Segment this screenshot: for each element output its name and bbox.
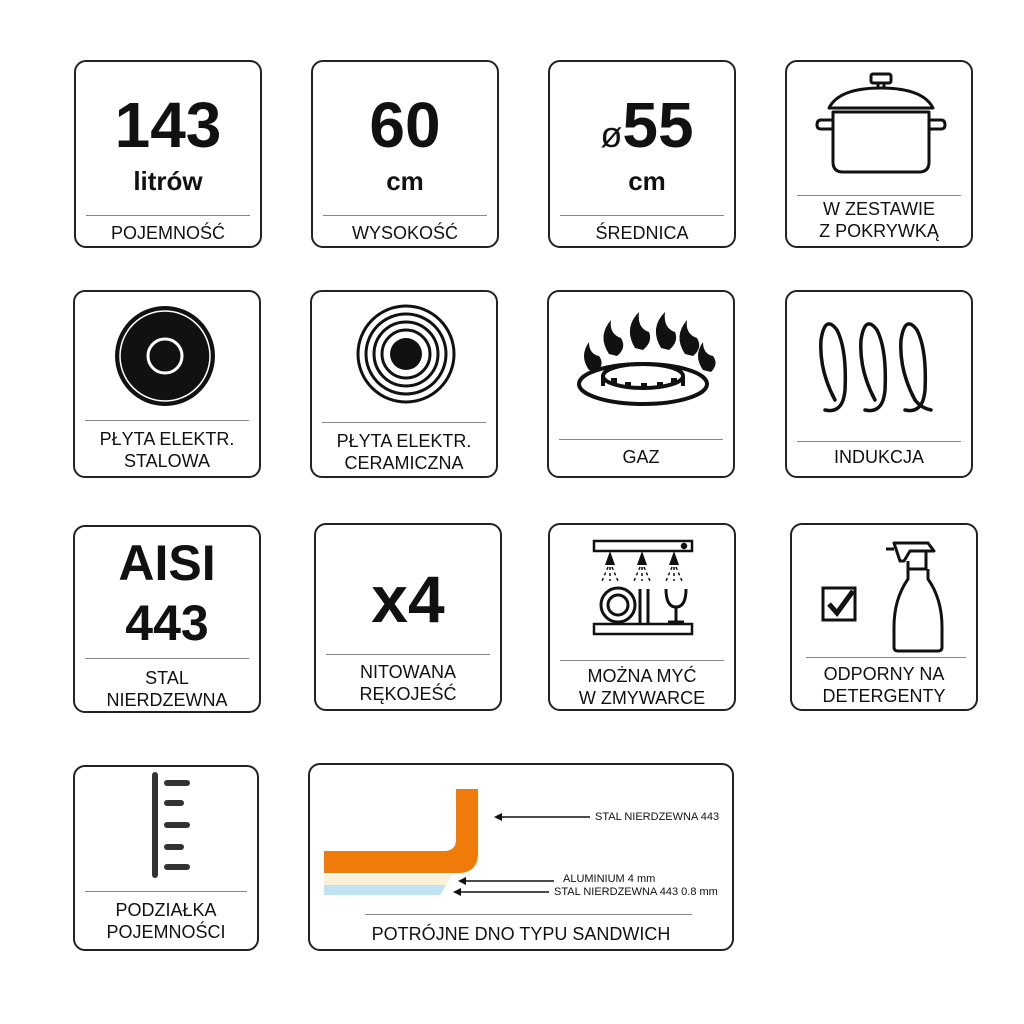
arrow-top-icon xyxy=(494,812,594,822)
aisi-line2: 443 xyxy=(125,595,209,651)
height-card xyxy=(311,60,499,248)
measuring-scale-icon xyxy=(75,767,261,887)
lid-card xyxy=(785,60,973,248)
diameter-number: 55 xyxy=(622,89,694,161)
detergent-label: ODPORNY NA DETERGENTY xyxy=(822,664,946,706)
ceramic-hotplate-icon xyxy=(312,292,500,417)
sandwich-card xyxy=(308,763,734,951)
sandwich-label: POTRÓJNE DNO TYPU SANDWICH xyxy=(371,924,671,944)
scale-card xyxy=(73,765,259,951)
lid-label: W ZESTAWIE Z POKRYWKĄ xyxy=(819,199,939,241)
height-unit: cm xyxy=(386,166,424,196)
riveted-label: NITOWANA RĘKOJEŚĆ xyxy=(359,662,457,704)
checkbox-icon xyxy=(820,585,860,625)
diameter-unit: cm xyxy=(628,166,666,196)
capacity-value: 143 xyxy=(114,89,222,161)
note-bottom-layer: STAL NIERDZEWNA 443 0.8 mm xyxy=(554,886,718,898)
capacity-unit: litrów xyxy=(133,166,203,196)
aisi-label: STAL NIERDZEWNA xyxy=(106,668,228,710)
sandwich-base-icon xyxy=(322,785,492,925)
dishwasher-card xyxy=(548,523,736,711)
diameter-symbol: ø xyxy=(600,114,623,155)
riveted-value: x4 xyxy=(371,562,445,636)
diameter-label: ŚREDNICA xyxy=(595,223,689,243)
diameter-value xyxy=(560,90,734,170)
capacity-label: POJEMNOŚĆ xyxy=(110,223,225,243)
spray-bottle-icon xyxy=(882,531,962,656)
dishwasher-icon xyxy=(550,525,738,655)
induction-coil-icon xyxy=(787,292,975,422)
ceramic-plate-label: PŁYTA ELEKTR. CERAMICZNA xyxy=(336,431,472,473)
gas-card xyxy=(547,290,735,478)
induction-card xyxy=(785,290,973,478)
scale-label: PODZIAŁKA POJEMNOŚCI xyxy=(106,900,226,942)
ceramic-plate-card xyxy=(310,290,498,478)
height-value: 60 xyxy=(369,89,441,161)
note-top-layer: STAL NIERDZEWNA 443 xyxy=(595,811,720,823)
aisi-line1: AISI xyxy=(118,535,216,591)
dishwasher-label: MOŻNA MYĆ W ZMYWARCE xyxy=(578,666,706,708)
arrow-mid-icon xyxy=(458,876,558,886)
pot-with-lid-icon xyxy=(787,62,975,192)
height-label: WYSOKOŚĆ xyxy=(351,223,458,243)
detergent-card xyxy=(790,523,978,711)
diameter-card xyxy=(548,60,736,248)
induction-label: INDUKCJA xyxy=(833,447,924,467)
aisi-card xyxy=(73,525,261,713)
steel-plate-label: PŁYTA ELEKTR. STALOWA xyxy=(99,429,235,471)
gas-label: GAZ xyxy=(622,447,660,467)
riveted-card xyxy=(314,523,502,711)
gas-burner-icon xyxy=(549,292,737,432)
arrow-bottom-icon xyxy=(453,887,553,897)
steel-plate-card xyxy=(73,290,261,478)
steel-hotplate-icon xyxy=(75,292,263,417)
note-mid-layer: ALUMINIUM 4 mm xyxy=(563,873,656,885)
capacity-card xyxy=(74,60,262,248)
